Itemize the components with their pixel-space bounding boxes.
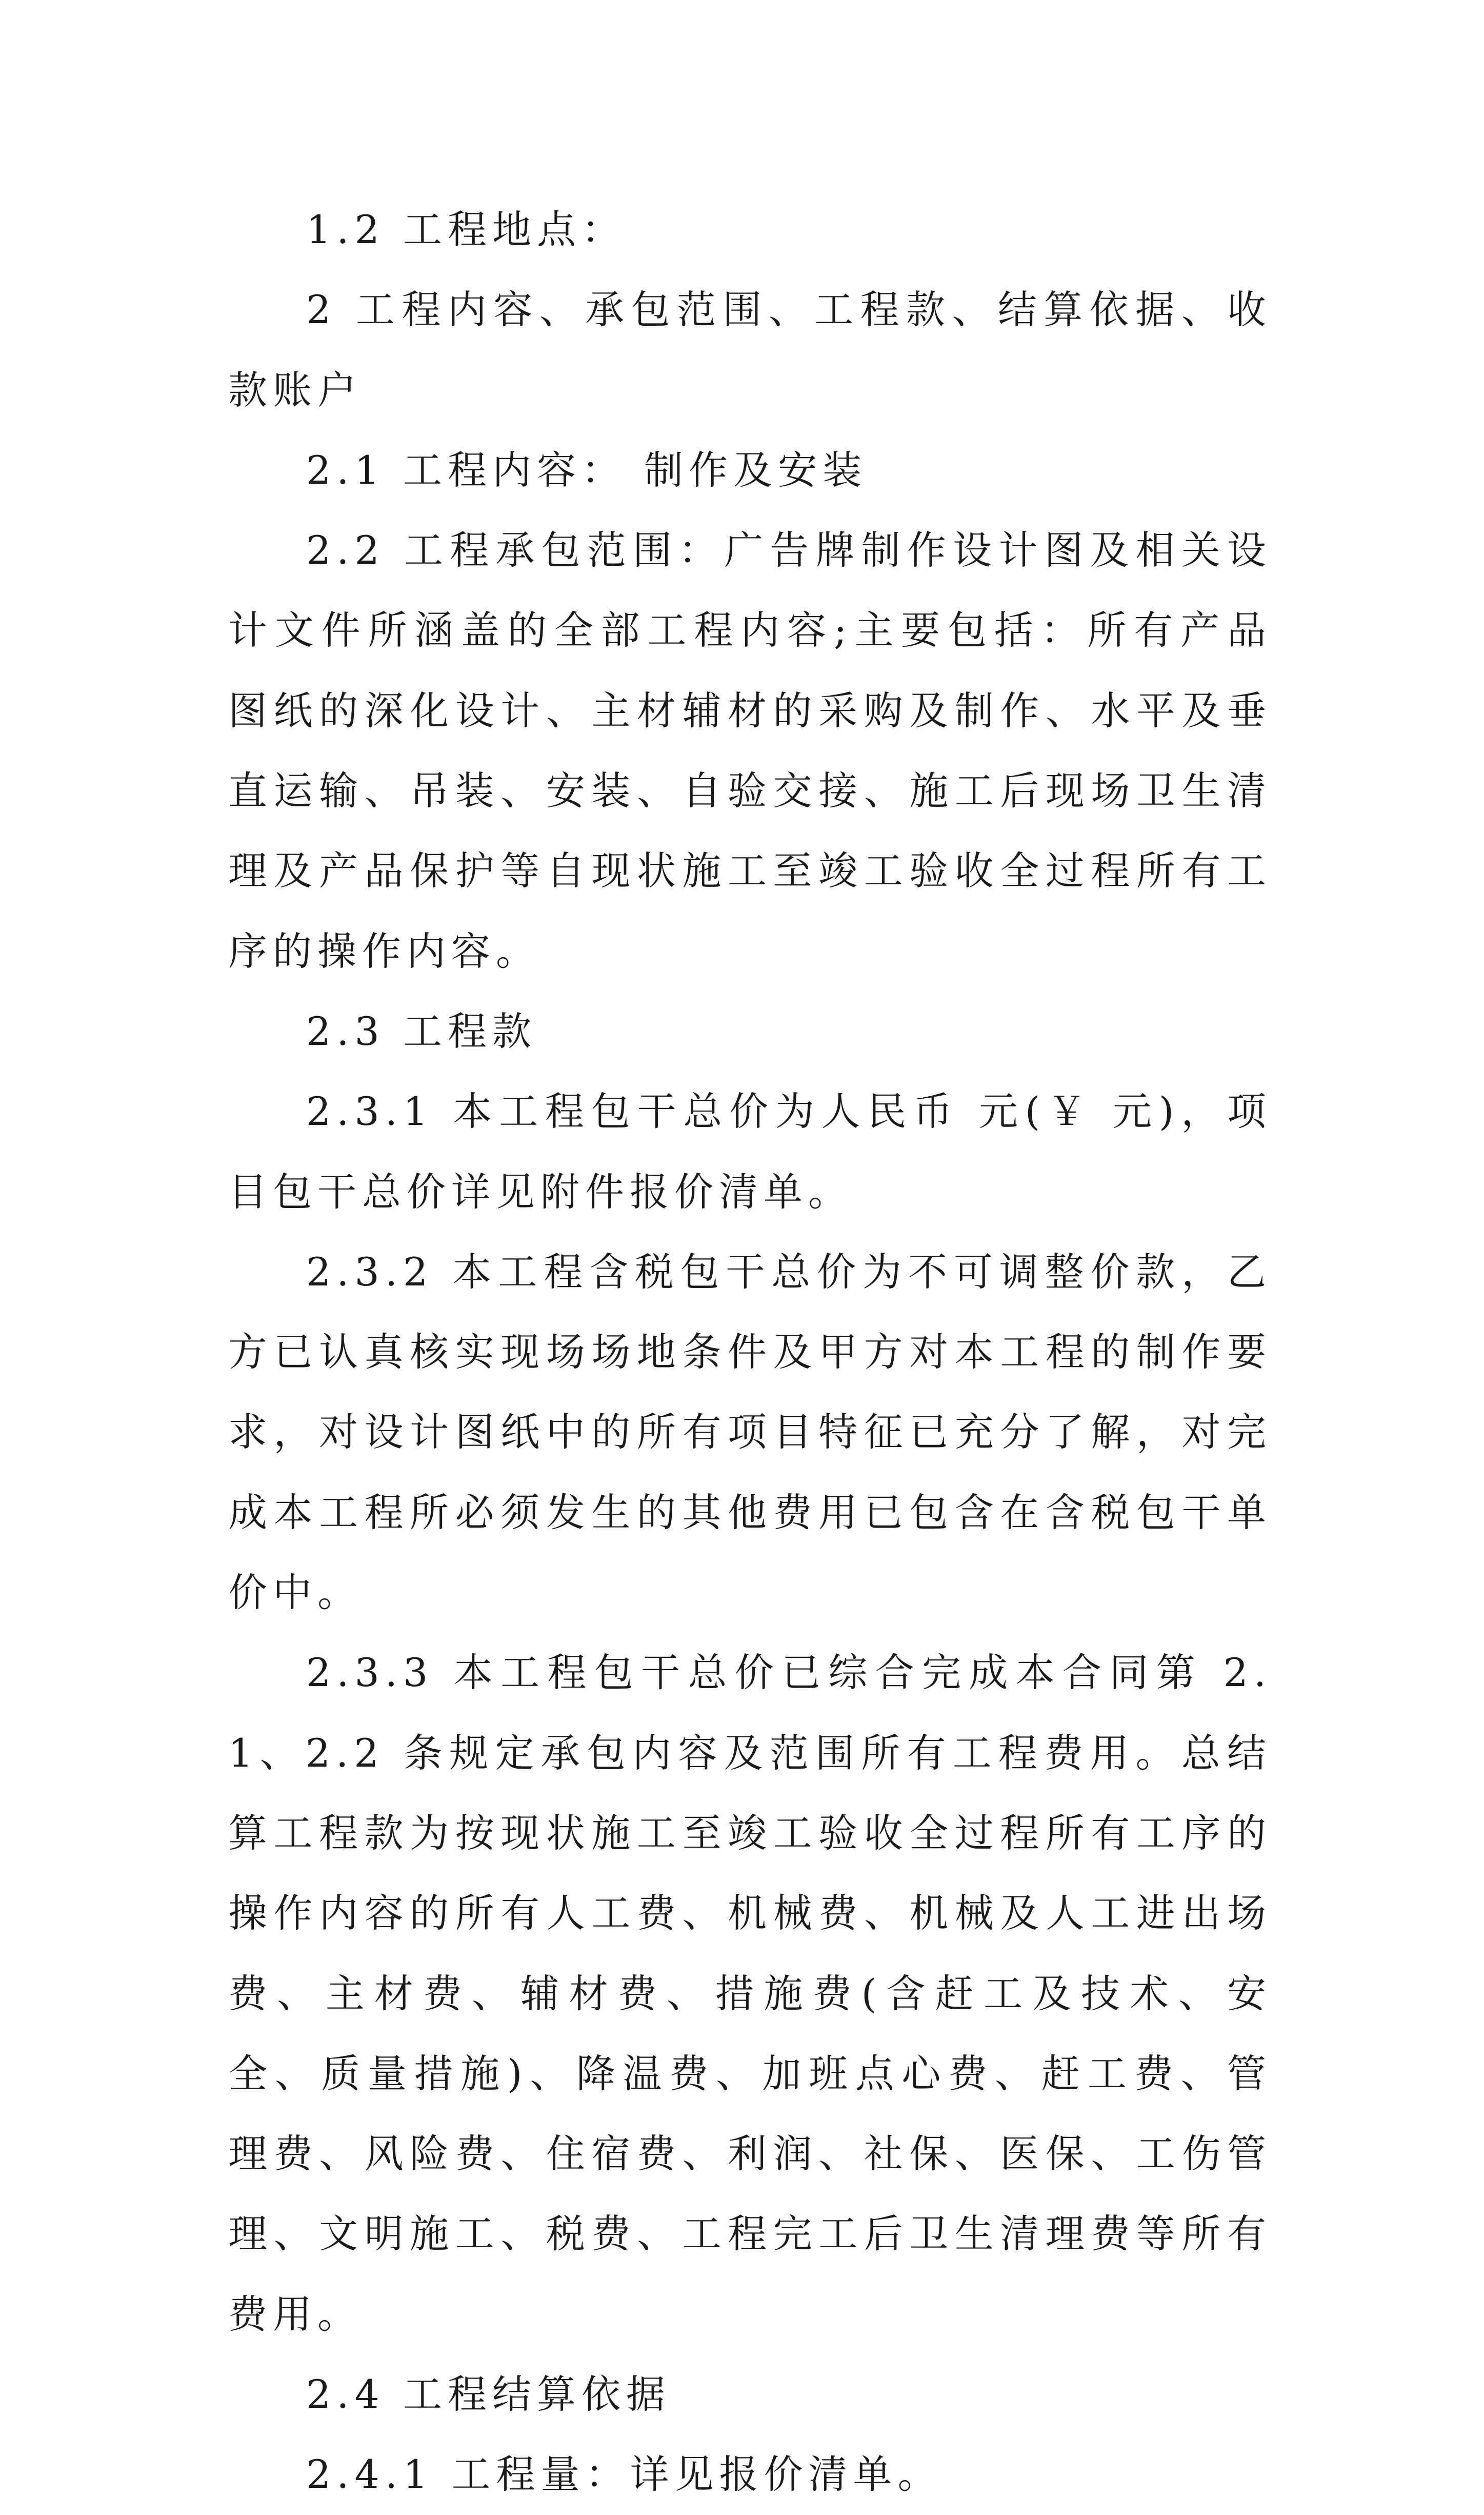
paragraph-2-3-1-total-price: 2.3.1 本工程包干总价为人民币 元(￥ 元)，项目包干总价详见附件报价清单。 — [228, 1088, 1272, 1215]
paragraph-2-4-settlement-basis: 2.4 工程结算依据 — [306, 2371, 671, 2418]
paragraph-2-1-project-content: 2.1 工程内容： 制作及安装 — [306, 447, 868, 493]
paragraph-2-3-project-payment: 2.3 工程款 — [306, 1008, 537, 1054]
paragraph-2-2-contract-scope: 2.2 工程承包范围：广告牌制作设计图及相关设计文件所涵盖的全部工程内容;主要包括：所有产品图纸的深化设计、主材辅材的采购及制作、水平及垂直运输、吊装、安装、自验交接、施工后现场卫生清理及产品保护等自现状施工至竣工验收全过程所有工序的操作内容。 — [228, 527, 1272, 974]
paragraph-2-3-2-fixed-price: 2.3.2 本工程含税包干总价为不可调整价款，乙方已认真核实现场场地条件及甲方对本工程的制作要求，对设计图纸中的所有项目特征已充分了解，对完成本工程所必须发生的其他费用已包含在含税包干单价中。 — [228, 1249, 1272, 1616]
paragraph-2-4-1-quantity: 2.4.1 工程量：详见报价清单。 — [306, 2451, 942, 2498]
paragraph-1-2-project-location: 1.2 工程地点： — [306, 207, 627, 252]
paragraph-2-heading: 2 工程内容、承包范围、工程款、结算依据、收款账户 — [228, 287, 1272, 413]
paragraph-2-3-3-cost-coverage: 2.3.3 本工程包干总价已综合完成本合同第 2.1、2.2 条规定承包内容及范围所有工程费用。总结算工程款为按现状施工至竣工验收全过程所有工序的操作内容的所有人工费、机械费、机械及人工进出场费、主材费、辅材费、措施费(含赶工及技术、安全、质量措施)、降温费、加班点心费、赶工费、管理费、风险费、住宿费、利润、社保、医保、工伤管理、文明施工、税费、工程完工后卫生清理费等所有费用。 — [228, 1650, 1272, 2337]
document-body — [228, 190, 1272, 2515]
